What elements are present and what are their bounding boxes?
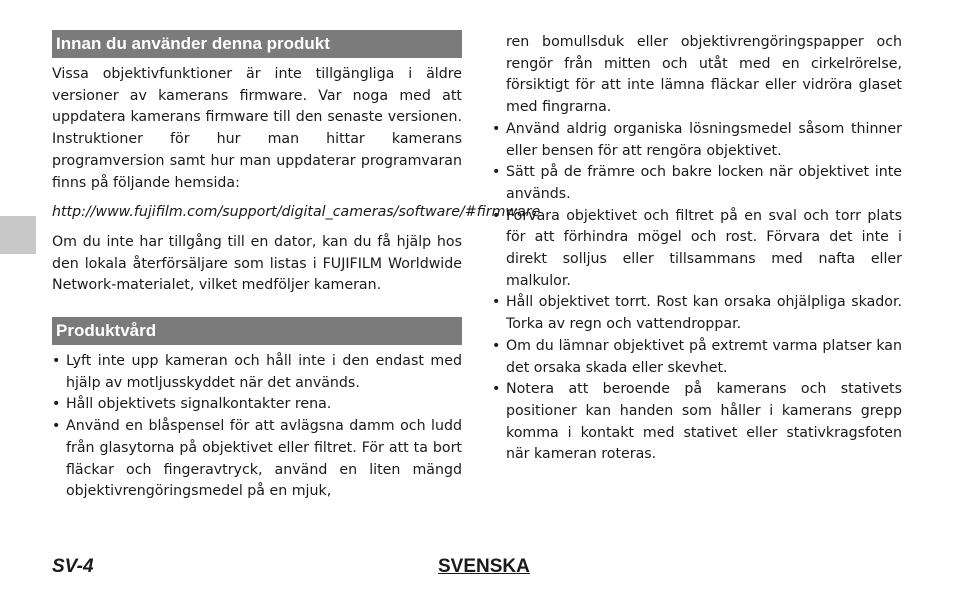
list-item: • Lyft inte upp kameran och håll inte i den endast med hjälp av motljusskyddet när det används. [52,351,462,394]
firmware-url: http://www.fujifilm.com/support/digital_cameras/software/#firmware [52,204,541,221]
firmware-paragraph: Vissa objektivfunktioner är inte tillgängliga i äldre versioner av kamerans firmware. Var noga med att uppdatera kamerans firmware till den senaste versionen. Instruktioner för hur man hittar kamerans programversion samt hur man uppdaterar programvaran finns på följande hemsida: [52,66,462,191]
section-heading-before-use [52,30,462,58]
right-column [492,32,902,466]
section-heading-text: Produktvård [56,321,157,341]
list-item: • Håll objektivet torrt. Rost kan orsaka ohjälpliga skador. Torka av regn och vattendroppar. [492,292,902,335]
list-item-continuation: ren bomullsduk eller objektivrengöringspapper och rengör från mitten och utåt med en cirkelrörelse, försiktigt för att inte lämna fläckar eller vidröra glaset med fingrarna. [506,34,902,116]
list-item: • Sätt på de främre och bakre locken när objektivet inte används. [492,162,902,205]
page-number: SV-4 [52,556,94,577]
language-label: SVENSKA [438,556,530,577]
list-item: • Använd en blåspensel för att avlägsna damm och ludd från glasytorna på objektivet eller filtret. För att ta bort fläckar och fingeravtryck, använd en liten mängd objektivrengöringsmedel på en mjuk, [52,416,462,503]
list-item: • Förvara objektivet och filtret på en sval och torr plats för att förhindra mögel och rost. Förvara det inte i direkt solljus eller tillsammans med nafta eller malkulor. [492,206,902,293]
section-heading-text: Innan du använder denna produkt [56,34,330,53]
list-item: • Håll objektivets signalkontakter rena. [52,394,462,416]
section-side-tab [0,216,36,254]
list-item: • Använd aldrig organiska lösningsmedel såsom thinner eller bensen för att rengöra objektivet. [492,119,902,162]
care-list-right [492,119,902,466]
list-item: • Notera att beroende på kamerans och stativets positioner kan handen som håller i kamerans grepp komma i kontakt med stativet eller stativkragsfoten när kameran roteras. [492,379,902,466]
no-computer-paragraph: Om du inte har tillgång till en dator, kan du få hjälp hos den lokala återförsäljare som listas i FUJIFILM Worldwide Network-materialet, vilket medföljer kameran. [52,233,462,294]
list-item: • Om du lämnar objektivet på extremt varma platser kan det orsaka skada eller skevhet. [492,336,902,379]
left-column [52,30,541,503]
care-list-left [52,351,462,503]
section-heading-product-care [52,317,462,345]
